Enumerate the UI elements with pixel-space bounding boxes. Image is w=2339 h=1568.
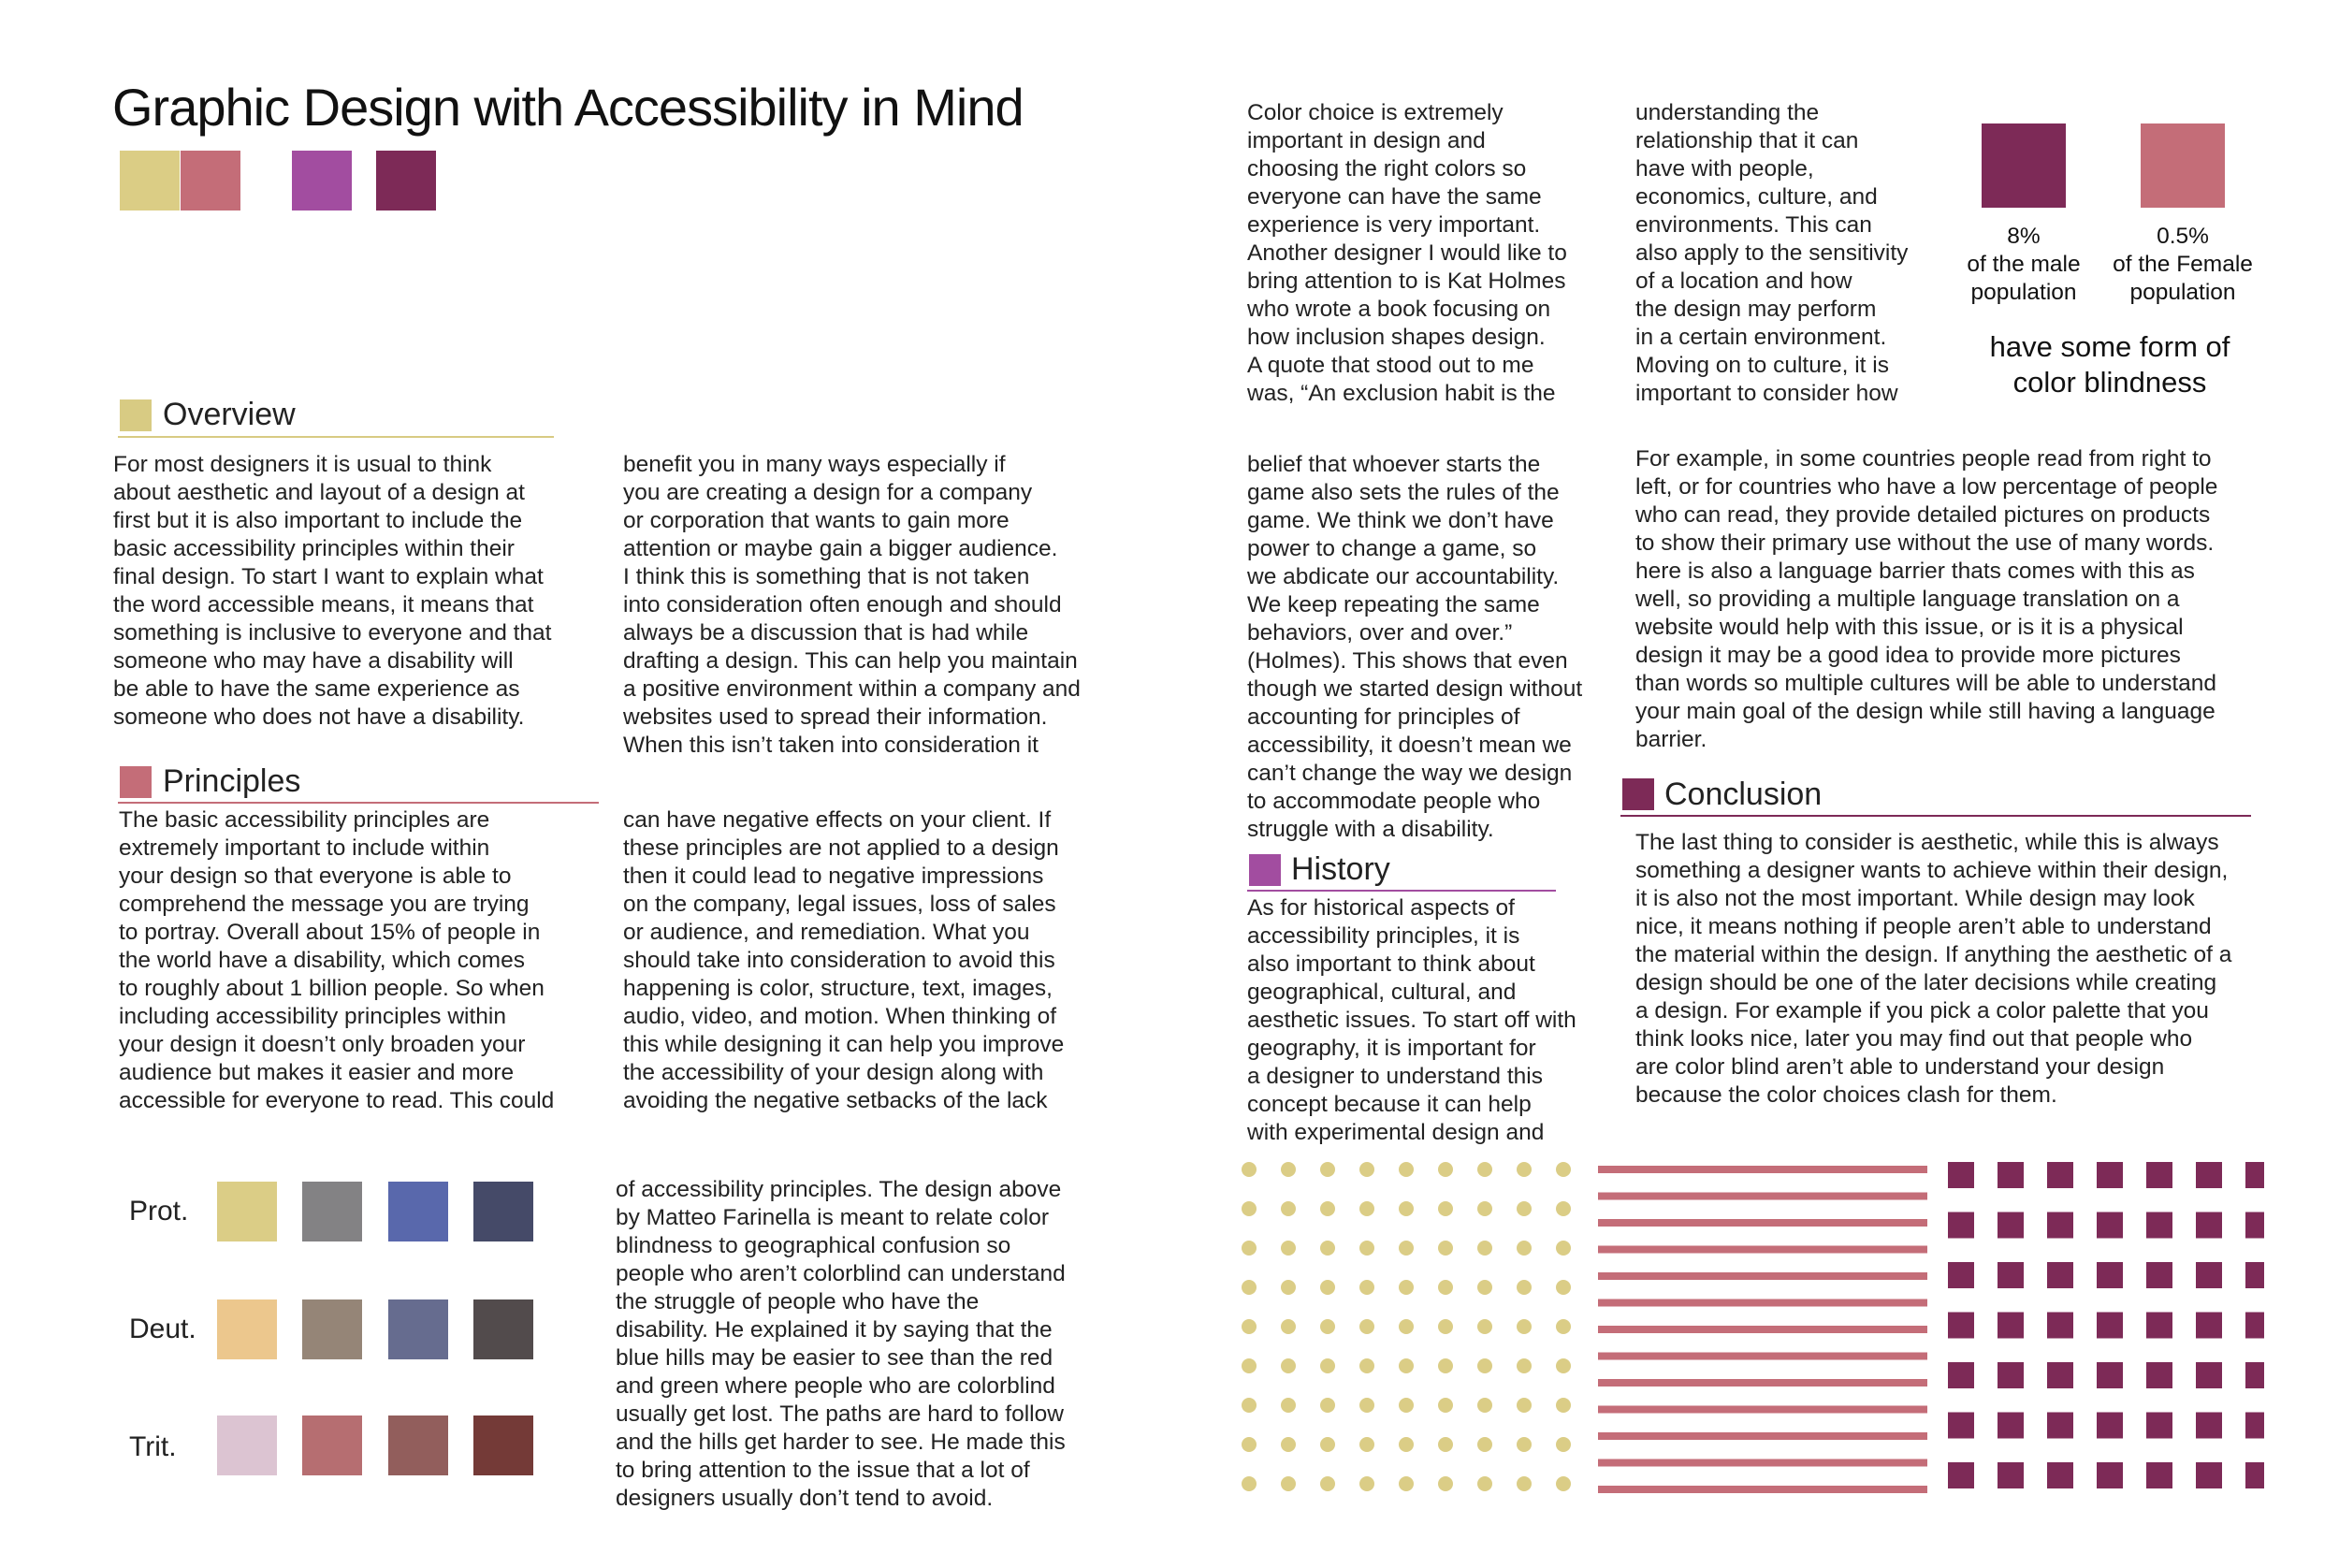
pattern-dot bbox=[1517, 1476, 1532, 1491]
pattern-square bbox=[2196, 1162, 2222, 1188]
colorblind-swatch bbox=[473, 1299, 533, 1359]
pattern-dot bbox=[1320, 1319, 1335, 1334]
male-stat bbox=[1954, 223, 2094, 307]
overview-rule bbox=[118, 436, 554, 438]
pattern-dot bbox=[1399, 1358, 1414, 1373]
principles-text-col1: The basic accessibility principles are extremely important to include within your design so that everyone is able to comprehend the message you are trying to portray. Overall about 15% of people in the world have a disability, which comes to roughly about 1 billion people. So when including accessibility principles within your design it doesn’t only broaden your audience but makes it easier and more accessible for everyone to read. This could bbox=[119, 807, 555, 1113]
colorblind-swatch bbox=[473, 1182, 533, 1241]
pattern-stripe bbox=[1598, 1459, 1927, 1467]
history-heading: History bbox=[1291, 851, 1390, 887]
pattern-dot bbox=[1281, 1319, 1296, 1334]
pattern-dot bbox=[1281, 1398, 1296, 1413]
pattern-dot bbox=[1438, 1398, 1453, 1413]
pattern-dot bbox=[1242, 1241, 1257, 1256]
principles-text-col3: of accessibility principles. The design above by Matteo Farinella is meant to relate color blindness to geographical confusion so people who aren’t colorblind can understand the struggle of people who have the disability. He explained it by saying that the blue hills may be easier to see than the red and green where people who are colorblind usually get lost. The paths are hard to follow and the hills get harder to see. He made this to bring attention to the issue that a lot of designers usually don’t tend to avoid. bbox=[616, 1177, 1066, 1511]
pattern-dot bbox=[1556, 1319, 1571, 1334]
conclusion-heading: Conclusion bbox=[1664, 777, 1823, 812]
pattern-square bbox=[2097, 1462, 2123, 1488]
pattern-square bbox=[2245, 1462, 2264, 1488]
female-stat-pct: 0.5% bbox=[2157, 224, 2209, 249]
pattern-dot bbox=[1438, 1280, 1453, 1295]
pattern-dot bbox=[1477, 1319, 1492, 1334]
pattern-square bbox=[1998, 1313, 2024, 1339]
overview-marker bbox=[120, 399, 152, 431]
pattern-square bbox=[2245, 1262, 2264, 1288]
colorblind-swatch bbox=[302, 1416, 362, 1475]
history-rule bbox=[1247, 890, 1556, 892]
pattern-dot bbox=[1556, 1280, 1571, 1295]
pattern-square bbox=[2047, 1262, 2073, 1288]
palette-swatch bbox=[181, 151, 240, 211]
pattern-dot bbox=[1281, 1437, 1296, 1452]
colorblind-swatch bbox=[217, 1182, 277, 1241]
pattern-dot bbox=[1517, 1201, 1532, 1216]
principles-text-col2: can have negative effects on your client. If these principles are not applied to a design then it could lead to negative impressions on the company, legal issues, loss of sales or audience, and remediation. What you should take into consideration to avoid this happening is color, structure, text, images, audio, video, and motion. When thinking of this while designing it can help you improve the accessibility of your design along with avoiding the negative setbacks of the lack bbox=[623, 807, 1065, 1113]
pattern-dot bbox=[1477, 1280, 1492, 1295]
pattern-square bbox=[2047, 1362, 2073, 1388]
pattern-dot bbox=[1320, 1201, 1335, 1216]
stripe-pattern bbox=[1598, 1160, 1927, 1506]
overview-heading: Overview bbox=[163, 397, 296, 432]
pattern-dot bbox=[1359, 1280, 1374, 1295]
female-stat bbox=[2103, 223, 2262, 307]
pattern-square bbox=[1948, 1212, 1974, 1239]
pattern-dot bbox=[1242, 1398, 1257, 1413]
pattern-dot bbox=[1556, 1398, 1571, 1413]
pattern-square bbox=[1948, 1413, 1974, 1439]
stats-caption-line2: color blindness bbox=[2012, 366, 2207, 399]
pattern-dot bbox=[1477, 1476, 1492, 1491]
pattern-dot bbox=[1399, 1319, 1414, 1334]
pattern-square bbox=[1948, 1362, 1974, 1388]
pattern-dot bbox=[1242, 1162, 1257, 1177]
colorblind-label-trit: Trit. bbox=[129, 1431, 177, 1462]
pattern-dot bbox=[1242, 1280, 1257, 1295]
pattern-square bbox=[1998, 1262, 2024, 1288]
pattern-stripe bbox=[1598, 1406, 1927, 1414]
pattern-square bbox=[1998, 1413, 2024, 1439]
pattern-dot bbox=[1438, 1358, 1453, 1373]
pattern-square bbox=[2245, 1313, 2264, 1339]
pattern-square bbox=[2196, 1462, 2222, 1488]
pattern-square bbox=[2245, 1413, 2264, 1439]
pattern-dot bbox=[1399, 1162, 1414, 1177]
pattern-dot bbox=[1556, 1201, 1571, 1216]
pattern-dot bbox=[1359, 1241, 1374, 1256]
right-text-col2-mid: For example, in some countries people read from right to left, or for countries who have a low percentage of people who can read, they provide detailed pictures on products to show their primary use without the use of many words. here is also a language barrier thats comes with this as well, so providing a multiple language translation on a website would help with this issue, or is it is a physical design it may be a good idea to provide more pictures than words so multiple cultures will be able to understand your main goal of the design while still having a language barrier. bbox=[1635, 446, 2218, 752]
pattern-stripe bbox=[1598, 1353, 1927, 1360]
pattern-dot bbox=[1359, 1358, 1374, 1373]
pattern-dot bbox=[1517, 1358, 1532, 1373]
pattern-square bbox=[2196, 1413, 2222, 1439]
pattern-dot bbox=[1438, 1437, 1453, 1452]
pattern-square bbox=[1948, 1313, 1974, 1339]
pattern-square bbox=[1948, 1162, 1974, 1188]
pattern-dot bbox=[1438, 1476, 1453, 1491]
dot-pattern bbox=[1240, 1160, 1586, 1506]
colorblind-swatch bbox=[388, 1299, 448, 1359]
pattern-dot bbox=[1517, 1162, 1532, 1177]
pattern-dot bbox=[1438, 1162, 1453, 1177]
pattern-dot bbox=[1281, 1280, 1296, 1295]
pattern-dot bbox=[1281, 1162, 1296, 1177]
pattern-square bbox=[2196, 1212, 2222, 1239]
history-marker bbox=[1249, 854, 1281, 886]
palette-swatch bbox=[376, 151, 436, 211]
principles-rule bbox=[118, 802, 599, 804]
male-stat-line2: population bbox=[1970, 280, 2077, 305]
colorblind-swatch bbox=[388, 1182, 448, 1241]
palette-swatch bbox=[292, 151, 352, 211]
pattern-dot bbox=[1320, 1437, 1335, 1452]
pattern-square bbox=[2146, 1212, 2172, 1239]
pattern-stripe bbox=[1598, 1246, 1927, 1254]
pattern-stripe bbox=[1598, 1272, 1927, 1280]
right-text-col2-top: understanding the relationship that it can have with people, economics, culture, and environments. This can also apply to the sensitivity of a location and how the design may perform in a certain environment. Moving on to culture, it is important to consider how bbox=[1635, 100, 1909, 406]
pattern-dot bbox=[1438, 1201, 1453, 1216]
pattern-dot bbox=[1438, 1241, 1453, 1256]
pattern-square bbox=[1998, 1162, 2024, 1188]
pattern-dot bbox=[1556, 1241, 1571, 1256]
pattern-dot bbox=[1242, 1437, 1257, 1452]
pattern-dot bbox=[1517, 1280, 1532, 1295]
pattern-square bbox=[2097, 1313, 2123, 1339]
pattern-dot bbox=[1359, 1319, 1374, 1334]
history-text: As for historical aspects of accessibility principles, it is also important to think about geographical, cultural, and aesthetic issues. To start off with geography, it is important for a designer to understand this concept because it can help with experimental design and bbox=[1247, 895, 1576, 1145]
pattern-stripe bbox=[1598, 1432, 1927, 1440]
pattern-square bbox=[1998, 1212, 2024, 1239]
pattern-dot bbox=[1477, 1241, 1492, 1256]
colorblind-swatch bbox=[388, 1416, 448, 1475]
pattern-dot bbox=[1477, 1398, 1492, 1413]
stats-caption bbox=[1946, 329, 2274, 400]
conclusion-marker bbox=[1622, 778, 1654, 810]
pattern-square bbox=[2245, 1362, 2264, 1388]
female-stat-swatch bbox=[2141, 123, 2225, 208]
pattern-dot bbox=[1517, 1241, 1532, 1256]
male-stat-pct: 8% bbox=[2007, 224, 2041, 249]
female-stat-line2: population bbox=[2129, 280, 2236, 305]
right-text-col1-top: Color choice is extremely important in design and choosing the right colors so everyone can have the same experience is very important. Another designer I would like to bring attention to is Kat Holmes who wrote a book focusing on how inclusion shapes design. A quote that stood out to me was, “An exclusion habit is the bbox=[1247, 100, 1567, 406]
pattern-dot bbox=[1242, 1319, 1257, 1334]
female-stat-line1: of the Female bbox=[2113, 252, 2253, 277]
pattern-dot bbox=[1438, 1319, 1453, 1334]
pattern-square bbox=[2097, 1413, 2123, 1439]
pattern-dot bbox=[1399, 1437, 1414, 1452]
pattern-square bbox=[2097, 1262, 2123, 1288]
pattern-dot bbox=[1477, 1162, 1492, 1177]
pattern-dot bbox=[1320, 1398, 1335, 1413]
pattern-stripe bbox=[1598, 1486, 1927, 1493]
pattern-square bbox=[2047, 1413, 2073, 1439]
pattern-square bbox=[2097, 1162, 2123, 1188]
pattern-square bbox=[2146, 1262, 2172, 1288]
principles-heading: Principles bbox=[163, 763, 301, 799]
principles-marker bbox=[120, 766, 152, 798]
pattern-dot bbox=[1517, 1437, 1532, 1452]
pattern-square bbox=[1948, 1262, 1974, 1288]
pattern-dot bbox=[1399, 1476, 1414, 1491]
pattern-dot bbox=[1556, 1162, 1571, 1177]
pattern-stripe bbox=[1598, 1193, 1927, 1200]
pattern-square bbox=[2146, 1162, 2172, 1188]
pattern-dot bbox=[1399, 1201, 1414, 1216]
pattern-dot bbox=[1359, 1437, 1374, 1452]
palette-swatch bbox=[120, 151, 180, 211]
pattern-square bbox=[2196, 1262, 2222, 1288]
pattern-dot bbox=[1399, 1398, 1414, 1413]
pattern-square bbox=[2146, 1362, 2172, 1388]
colorblind-swatch bbox=[302, 1182, 362, 1241]
pattern-square bbox=[2196, 1362, 2222, 1388]
pattern-stripe bbox=[1598, 1326, 1927, 1333]
pattern-square bbox=[1998, 1462, 2024, 1488]
pattern-stripe bbox=[1598, 1299, 1927, 1307]
pattern-dot bbox=[1399, 1280, 1414, 1295]
pattern-dot bbox=[1281, 1201, 1296, 1216]
right-text-col1-mid: belief that whoever starts the game also sets the rules of the game. We think we don’t have power to change a game, so we abdicate our accountability. We keep repeating the same behaviors, over and over.” (Holmes). This shows that even though we started design without accounting for principles of accessibility, it doesn’t mean we can’t change the way we design to accommodate people who struggle with a disability. bbox=[1247, 452, 1583, 842]
pattern-dot bbox=[1320, 1358, 1335, 1373]
pattern-dot bbox=[1399, 1241, 1414, 1256]
colorblind-swatch bbox=[217, 1299, 277, 1359]
pattern-square bbox=[1998, 1362, 2024, 1388]
conclusion-rule bbox=[1620, 815, 2251, 817]
pattern-stripe bbox=[1598, 1219, 1927, 1227]
pattern-dot bbox=[1281, 1241, 1296, 1256]
male-stat-line1: of the male bbox=[1967, 252, 2081, 277]
pattern-dot bbox=[1517, 1398, 1532, 1413]
male-stat-swatch bbox=[1982, 123, 2066, 208]
pattern-square bbox=[2196, 1313, 2222, 1339]
pattern-square bbox=[2047, 1462, 2073, 1488]
pattern-dot bbox=[1359, 1201, 1374, 1216]
pattern-dot bbox=[1556, 1437, 1571, 1452]
pattern-square bbox=[2097, 1212, 2123, 1239]
pattern-square bbox=[2146, 1313, 2172, 1339]
pattern-dot bbox=[1556, 1476, 1571, 1491]
stats-caption-line1: have some form of bbox=[1989, 330, 2230, 363]
pattern-stripe bbox=[1598, 1379, 1927, 1387]
pattern-dot bbox=[1477, 1437, 1492, 1452]
colorblind-label-prot: Prot. bbox=[129, 1196, 189, 1227]
overview-text-col2: benefit you in many ways especially if you are creating a design for a company or corporation that wants to gain more attention or maybe gain a bigger audience. I think this is something that is not taken into consideration often enough and should always be a discussion that is had while drafting a design. This can help you maintain a positive environment within a company and websites used to spread their information. When this isn’t taken into consideration it bbox=[623, 452, 1081, 758]
pattern-dot bbox=[1242, 1476, 1257, 1491]
pattern-square bbox=[2047, 1162, 2073, 1188]
pattern-dot bbox=[1242, 1201, 1257, 1216]
pattern-square bbox=[2146, 1413, 2172, 1439]
colorblind-label-deut: Deut. bbox=[129, 1314, 196, 1344]
colorblind-swatch bbox=[473, 1416, 533, 1475]
pattern-square bbox=[2146, 1462, 2172, 1488]
pattern-dot bbox=[1242, 1358, 1257, 1373]
pattern-square bbox=[2047, 1212, 2073, 1239]
pattern-dot bbox=[1477, 1201, 1492, 1216]
pattern-dot bbox=[1556, 1358, 1571, 1373]
pattern-dot bbox=[1320, 1162, 1335, 1177]
pattern-dot bbox=[1320, 1476, 1335, 1491]
pattern-square bbox=[1948, 1462, 1974, 1488]
pattern-square bbox=[2245, 1212, 2264, 1239]
pattern-square bbox=[2245, 1162, 2264, 1188]
conclusion-text: The last thing to consider is aesthetic, while this is always something a designer wants to achieve within their design, it is also not the most important. While design may look nice, it means nothing if people aren’t able to understand the material within the design. If anything the aesthetic of a design should be one of the later decisions while creating a design. For example if you pick a color palette that you think looks nice, later you may find out that people who are color blind aren’t able to understand your design because the color choices clash for them. bbox=[1635, 830, 2232, 1108]
pattern-dot bbox=[1517, 1319, 1532, 1334]
pattern-stripe bbox=[1598, 1166, 1927, 1173]
pattern-dot bbox=[1320, 1241, 1335, 1256]
pattern-dot bbox=[1320, 1280, 1335, 1295]
pattern-dot bbox=[1281, 1476, 1296, 1491]
page-title: Graphic Design with Accessibility in Mind bbox=[112, 78, 1024, 137]
pattern-dot bbox=[1281, 1358, 1296, 1373]
overview-text-col1: For most designers it is usual to think about aesthetic and layout of a design at first but it is also important to include the basic accessibility principles within their final design. To start I want to explain what the word accessible means, it means that something is inclusive to everyone and that someone who may have a disability will be able to have the same experience as someone who does not have a disability. bbox=[113, 452, 552, 730]
pattern-square bbox=[2097, 1362, 2123, 1388]
pattern-square bbox=[2047, 1313, 2073, 1339]
pattern-dot bbox=[1359, 1398, 1374, 1413]
colorblind-swatch bbox=[217, 1416, 277, 1475]
pattern-dot bbox=[1477, 1358, 1492, 1373]
square-pattern bbox=[1946, 1160, 2264, 1506]
pattern-dot bbox=[1359, 1476, 1374, 1491]
pattern-dot bbox=[1359, 1162, 1374, 1177]
colorblind-swatch bbox=[302, 1299, 362, 1359]
